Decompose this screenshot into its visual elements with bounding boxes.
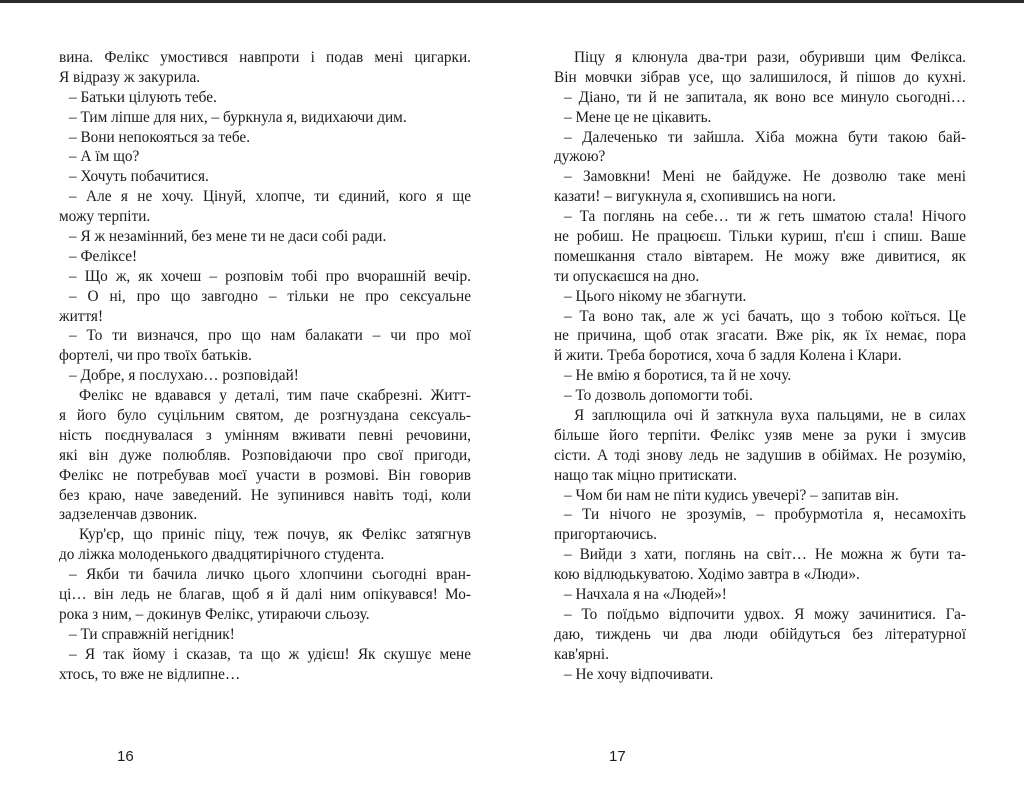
- text-line: Я заплющила очі й заткнула вуха пальцями, не в силах: [574, 407, 966, 425]
- text-line: – Та поглянь на себе… ти ж геть шматою стала! Нічого: [564, 208, 966, 226]
- text-line: до ліжка молоденького двадцятирічного студента.: [59, 546, 385, 564]
- text-line: фортелі, чи про твоїх батьків.: [59, 347, 252, 365]
- text-line: Фелікс не вдавався у деталі, тим паче скабрезні. Житт-: [79, 387, 471, 405]
- text-line: Фелікс не потребував моєї участи в розмові. Він говорив: [59, 466, 471, 484]
- text-line: не причина, щоб отак згасати. Вже рік, як їх немає, пора: [554, 327, 966, 345]
- text-line: – То дозволь допомогти тобі.: [564, 387, 753, 405]
- left-page-number: 16: [117, 748, 134, 765]
- text-line: – О ні, про що завгодно – тільки не про сексуальне: [69, 287, 471, 305]
- text-line: – Вони непокояться за тебе.: [69, 128, 251, 146]
- text-line: – То поїдьмо відпочити удвох. Я можу зачинитися. Га-: [564, 605, 966, 623]
- text-line: – А їм що?: [69, 148, 140, 166]
- right-page-number: 17: [609, 748, 626, 765]
- text-line: Кур'єр, що приніс піцу, теж почув, як Фелікс затягнув: [79, 526, 471, 544]
- text-line: даю, тиждень чи два люди обійдуться без літературної: [554, 625, 966, 643]
- text-line: – Феліксе!: [69, 247, 138, 265]
- text-line: – Начхала я на «Людей»!: [564, 586, 727, 604]
- text-line: – Я ж незамінний, без мене ти не даси собі ради.: [69, 228, 387, 246]
- text-line: – Мене це не цікавить.: [564, 108, 712, 126]
- text-line: Він мовчки зібрав усе, що залишилося, й пішов до кухні.: [554, 68, 966, 86]
- text-line: казати! – вигукнула я, схопившись на ноги.: [554, 188, 836, 206]
- text-line: й жити. Треба боротися, хоча б задля Колена і Клари.: [554, 347, 902, 365]
- text-line: – То ти визначся, про що нам балакати – чи про мої: [69, 327, 471, 345]
- text-line: – Хочуть побачитися.: [69, 168, 209, 186]
- text-line: ність поєднувалася з умінням вживати певні речовини,: [59, 426, 471, 444]
- text-line: я його було суцільним святом, де розгнуздана сексуаль-: [59, 407, 471, 425]
- text-line: ти опускаєшся на дно.: [554, 267, 700, 285]
- text-line: – Та воно так, але ж усі бачать, що з тобою коїться. Це: [564, 307, 966, 325]
- text-line: – Батьки цілують тебе.: [69, 88, 217, 106]
- text-line: – Я так йому і сказав, та що ж удієш! Як скушує мене: [69, 645, 471, 663]
- text-line: – Цього нікому не збагнути.: [564, 287, 747, 305]
- text-line: – Замовкни! Мені не байдуже. Не дозволю таке мені: [564, 168, 966, 186]
- text-line: задзеленчав дзвоник.: [59, 506, 198, 524]
- text-line: хтось, то вже не відлипне…: [59, 665, 241, 683]
- text-line: кою відлюдькуватою. Ходімо завтра в «Люди».: [554, 566, 860, 584]
- text-line: ці… він ледь не благав, щоб я й далі ним опікувався! Мо-: [59, 586, 471, 604]
- text-line: помешкання стало вівтарем. Не можу вже дивитися, як: [554, 247, 966, 265]
- text-line: рока з ним, – докинув Фелікс, утираючи сльозу.: [59, 605, 370, 623]
- text-line: пригортаючись.: [554, 526, 657, 544]
- text-line: більше його терпіти. Фелікс узяв мене за руки і змусив: [554, 426, 966, 444]
- text-line: – Ти нічого не зрозумів, – пробурмотіла я, несамохіть: [564, 506, 966, 524]
- text-line: без краю, наче заведений. Не зупинився навіть тоді, коли: [59, 486, 471, 504]
- text-line: – Вийди з хати, поглянь на світ… Не можна ж бути та-: [564, 546, 966, 564]
- text-line: – Не хочу відпочивати.: [564, 665, 714, 683]
- text-line: нащо так міцно притискати.: [554, 466, 737, 484]
- text-line: – Ти справжній негідник!: [69, 625, 235, 643]
- text-line: – Чом би нам не піти кудись увечері? – запитав він.: [564, 486, 899, 504]
- text-line: життя!: [59, 307, 104, 325]
- text-line: – Не вмію я боротися, та й не хочу.: [564, 367, 792, 385]
- text-line: можу терпіти.: [59, 208, 151, 226]
- text-line: Я відразу ж закурила.: [59, 68, 201, 86]
- text-line: які він дуже полюбляв. Розповідаючи про свої пригоди,: [59, 446, 471, 464]
- text-line: – Якби ти бачила личко цього хлопчини сьогодні вран-: [69, 566, 471, 584]
- text-line: Піцу я клюнула два-три рази, обуривши цим Фелікса.: [574, 49, 966, 66]
- text-line: – Що ж, як хочеш – розповім тобі про вчорашній вечір.: [69, 267, 471, 285]
- text-line: – Добре, я послухаю… розповідай!: [69, 367, 299, 385]
- text-line: кав'ярні.: [554, 645, 609, 663]
- text-line: дужою?: [554, 148, 606, 166]
- text-line: сісти. А тоді знову ледь не задушив в обіймах. Не розумію,: [554, 446, 966, 464]
- text-line: – Але я не хочу. Цінуй, хлопче, ти єдиний, кого я ще: [69, 188, 471, 206]
- text-line: вина. Фелікс умостився навпроти і подав мені цигарки.: [59, 49, 471, 66]
- text-line: – Діано, ти й не запитала, як воно все минуло сьогодні…: [564, 88, 966, 106]
- text-line: не робиш. Не працюєш. Тільки куриш, п'єш і спиш. Ваше: [554, 228, 966, 246]
- text-line: – Тим ліпше для них, – буркнула я, видихаючи дим.: [69, 108, 407, 126]
- right-page-text: [554, 48, 966, 685]
- left-page-text: [59, 48, 471, 685]
- top-edge-rule: [0, 0, 1024, 3]
- text-line: – Далеченько ти зайшла. Хіба можна бути такою бай-: [564, 128, 966, 146]
